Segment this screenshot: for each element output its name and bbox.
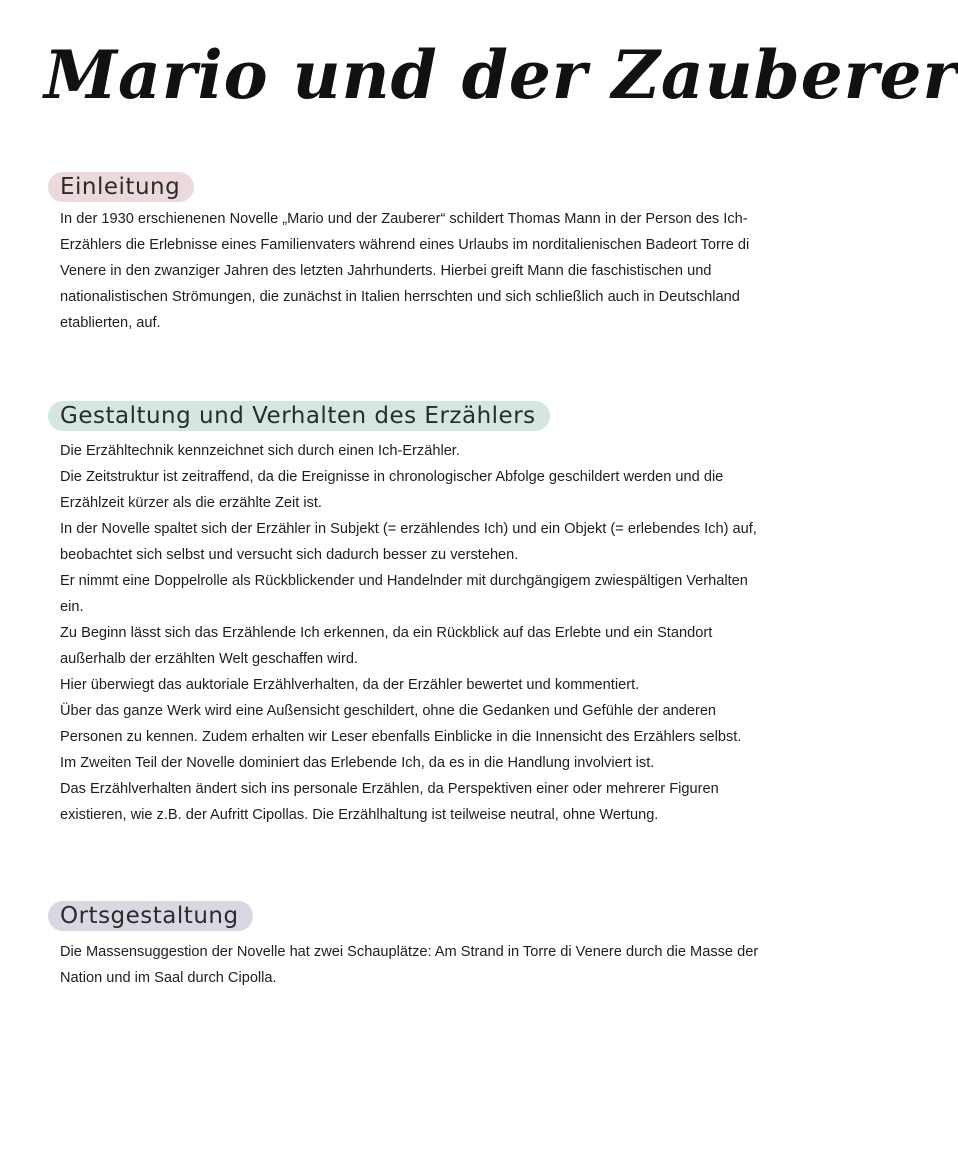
narrator-line: Im Zweiten Teil der Novelle dominiert das Erlebende Ich, da es in die Handlung involviert ist. [60, 755, 655, 771]
narrator-line: Die Erzähltechnik kennzeichnet sich durch einen Ich-Erzähler. [60, 443, 460, 459]
section-heading-place: Ortsgestaltung [48, 901, 253, 931]
section-text-place [60, 939, 760, 991]
section-heading-intro: Einleitung [48, 172, 194, 202]
narrator-line: Das Erzählverhalten ändert sich ins personale Erzählen, da Perspektiven einer oder mehrerer Figuren existieren, wie z.B. der Aufritt Cipollas. Die Erzählhaltung ist teilweise neutral, ohne Wertung. [60, 781, 719, 823]
section-text-narrator [60, 438, 760, 828]
place-paragraph: Die Massensuggestion der Novelle hat zwei Schauplätze: Am Strand in Torre di Venere durch die Masse der Nation und im Saal durch Cipolla. [60, 944, 759, 986]
section-heading-narrator: Gestaltung und Verhalten des Erzählers [48, 401, 550, 431]
intro-paragraph: In der 1930 erschienenen Novelle „Mario und der Zauberer“ schildert Thomas Mann in der Person des Ich-Erzählers die Erlebnisse eines Familienvaters während eines Urlaubs im norditalienischen Badeort Torre di Venere in den zwanziger Jahren des letzten Jahrhunderts. Hierbei greift Mann die faschistischen und nationalistischen Strömungen, die zunächst in Italien herrschten und sich schließlich auch in Deutschland etablierten, auf. [60, 211, 750, 331]
narrator-line: Er nimmt eine Doppelrolle als Rückblickender und Handelnder mit durchgängigem zwiespältigen Verhalten ein. [60, 573, 748, 615]
narrator-line: Über das ganze Werk wird eine Außensicht geschildert, ohne die Gedanken und Gefühle der anderen Personen zu kennen. Zudem erhalten wir Leser ebenfalls Einblicke in die Innensicht des Erzählers selbst. [60, 703, 742, 745]
narrator-line: In der Novelle spaltet sich der Erzähler in Subjekt (= erzählendes Ich) und ein Objekt (= erlebendes Ich) auf, beobachtet sich selbst und versucht sich dadurch besser zu verstehen. [60, 521, 757, 563]
narrator-line: Zu Beginn lässt sich das Erzählende Ich erkennen, da ein Rückblick auf das Erlebte und ein Standort außerhalb der erzählten Welt geschaffen wird. [60, 625, 713, 667]
section-text-intro [60, 206, 760, 336]
page-title: Mario und der Zauberer [44, 36, 958, 114]
narrator-line: Die Zeitstruktur ist zeitraffend, da die Ereignisse in chronologischer Abfolge geschildert werden und die Erzählzeit kürzer als die erzählte Zeit ist. [60, 469, 724, 511]
narrator-line: Hier überwiegt das auktoriale Erzählverhalten, da der Erzähler bewertet und kommentiert. [60, 677, 640, 693]
